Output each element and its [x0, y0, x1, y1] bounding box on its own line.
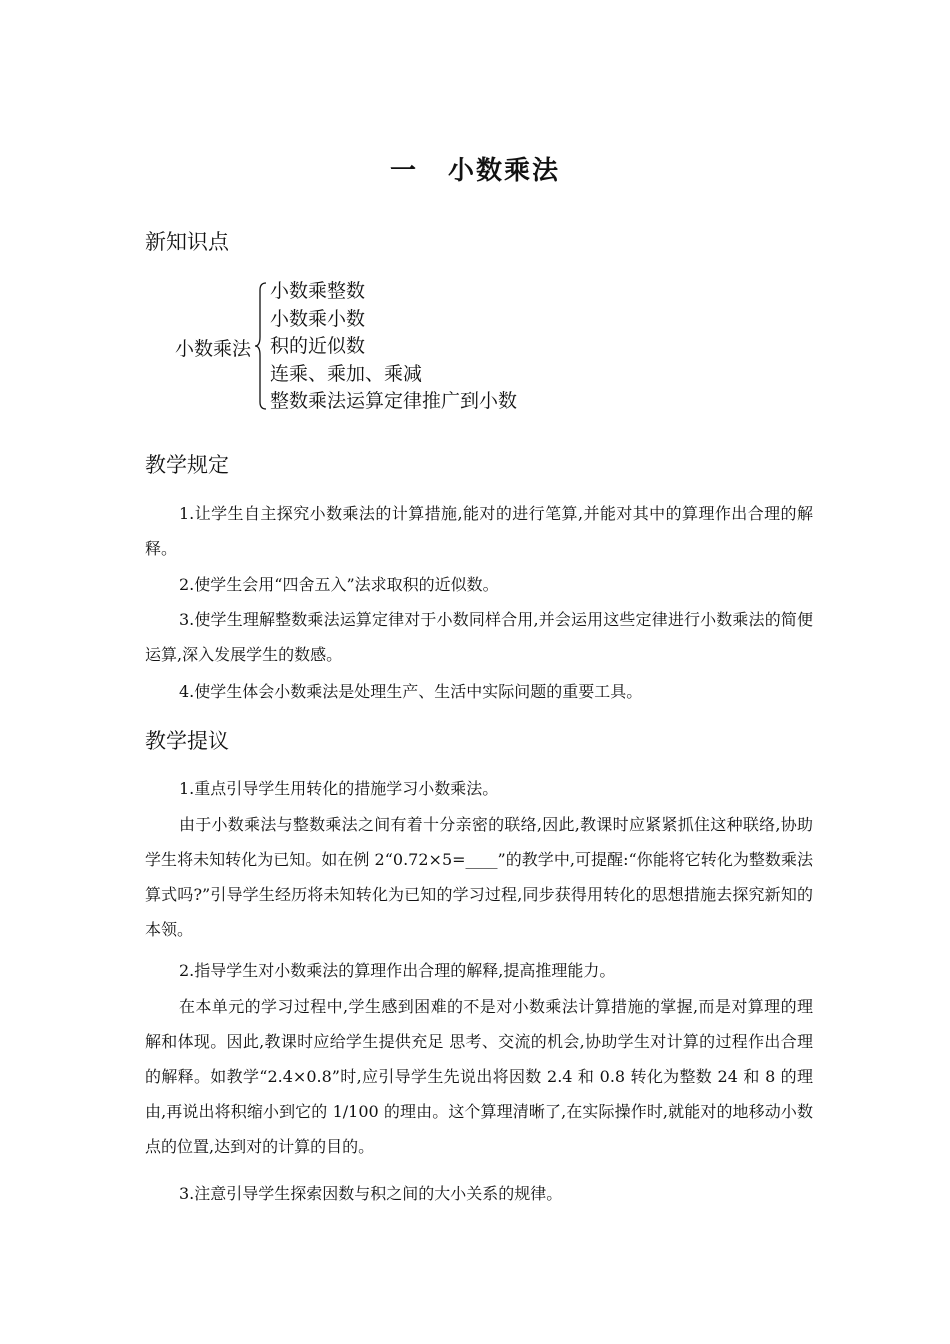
suggestion-paragraph: 由于小数乘法与整数乘法之间有着十分亲密的联络,因此,教课时应紧紧抓住这种联络,协助学生将未知转化为已知。如在例 2“0.72×5=____”的教学中,可提醒:“你能将它转化为整数乘法算式吗?”引导学生经历将未知转化为已知的学习过程,同步获得用转化的思想措施去探究新知的本领。 — [145, 815, 813, 939]
curly-brace-icon — [254, 282, 268, 410]
chapter-number: 一 — [389, 156, 418, 186]
suggestion-paragraph: 2.指导学生对小数乘法的算理作出合理的解释,提高推理能力。 — [179, 961, 616, 980]
knowledge-item: 小数乘整数 — [270, 280, 366, 302]
knowledge-item: 小数乘小数 — [270, 307, 366, 330]
requirement-paragraph: 4.使学生体会小数乘法是处理生产、生活中实际问题的重要工具。 — [179, 682, 643, 701]
knowledge-tree-list — [270, 278, 517, 416]
knowledge-tree-root: 小数乘法 — [175, 338, 252, 360]
suggestion-paragraph: 在本单元的学习过程中,学生感到困难的不是对小数乘法计算措施的掌握,而是对算理的理解和体现。因此,教课时应给学生提供充足 思考、交流的机会,协助学生对计算的过程作出合理的解释。如教学“2.4×0.8”时,应引导学生先说出将因数 2.4 和 0.8 转化为整数 24 和 8 的理由,再说出将积缩小到它的 1/100 的理由。这个算理清晰了,在实际操作时,就能对的地移动小数点的位置,达到对的计算的目的。 — [145, 997, 813, 1156]
requirement-paragraph: 3.使学生理解整数乘法运算定律对于小数同样合用,并会运用这些定律进行小数乘法的简便运算,深入发展学生的数感。 — [145, 610, 813, 664]
knowledge-item: 积的近似数 — [270, 335, 366, 357]
knowledge-item: 整数乘法运算定律推广到小数 — [270, 390, 518, 412]
chapter-title — [0, 150, 950, 187]
requirement-paragraph: 1.让学生自主探究小数乘法的计算措施,能对的进行笔算,并能对其中的算理作出合理的解释。 — [145, 504, 813, 558]
requirement-paragraph: 2.使学生会用“四舍五入”法求取积的近似数。 — [179, 575, 499, 594]
heading-teaching-suggestions: 教学提议 — [145, 729, 229, 753]
heading-new-knowledge: 新知识点 — [145, 230, 229, 254]
chapter-name: 小数乘法 — [448, 156, 561, 186]
knowledge-item: 连乘、乘加、乘减 — [270, 362, 423, 385]
suggestion-paragraph: 1.重点引导学生用转化的措施学习小数乘法。 — [179, 779, 499, 798]
suggestion-paragraph: 3.注意引导学生探索因数与积之间的大小关系的规律。 — [179, 1184, 563, 1203]
heading-teaching-requirements: 教学规定 — [145, 453, 229, 477]
